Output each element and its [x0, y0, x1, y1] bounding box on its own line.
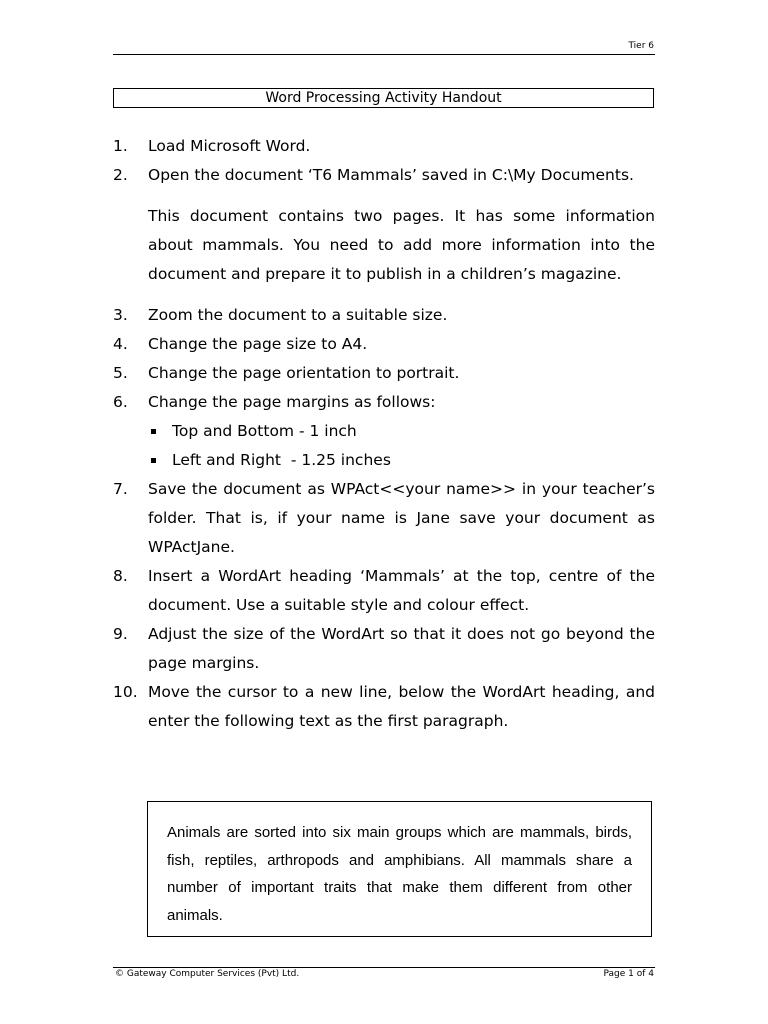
step-text: Move the cursor to a new line, below the WordArt heading, and enter the following text as the first paragraph. [148, 683, 655, 730]
step-5 [113, 359, 655, 388]
step-number: 1. [113, 137, 128, 155]
step-text: Change the page margins as follows: [148, 393, 436, 411]
step-6 [113, 388, 655, 417]
step-text: Insert a WordArt heading ‘Mammals’ at the top, centre of the document. Use a suitable style and colour effect. [148, 567, 655, 614]
footer-rule [113, 967, 655, 968]
bullet-text: Left and Right - 1.25 inches [172, 451, 391, 469]
step-number: 2. [113, 166, 128, 184]
step-10 [113, 678, 655, 736]
step-7 [113, 475, 655, 562]
step-number: 7. [113, 480, 128, 498]
instruction-list [113, 132, 655, 736]
sample-paragraph-box: Animals are sorted into six main groups which are mammals, birds, fish, reptiles, arthropods and amphibians. All mammals share a number of important traits that make them different from other animals. [147, 801, 652, 937]
step-8 [113, 562, 655, 620]
step-text: Save the document as WPAct<<your name>> in your teacher’s folder. That is, if your name is Jane save your document as WPActJane. [148, 480, 655, 556]
bullet-text: Top and Bottom - 1 inch [172, 422, 357, 440]
header-rule [113, 54, 655, 55]
square-bullet-icon [151, 429, 156, 434]
step-text: Change the page orientation to portrait. [148, 364, 460, 382]
step-4 [113, 330, 655, 359]
step-number: 3. [113, 306, 128, 324]
footer-page-number: Page 1 of 4 [603, 969, 654, 979]
step-1 [113, 132, 655, 161]
step-text: Adjust the size of the WordArt so that it does not go beyond the page margins. [148, 625, 655, 672]
step-text: Load Microsoft Word. [148, 137, 311, 155]
square-bullet-icon [151, 458, 156, 463]
handout-title: Word Processing Activity Handout [113, 88, 654, 108]
step-2-note: This document contains two pages. It has some information about mammals. You need to add more information into the document and prepare it to publish in a children’s magazine. [148, 207, 655, 283]
margin-bullet [113, 446, 655, 475]
step-text: Open the document ‘T6 Mammals’ saved in C:\My Documents. [148, 166, 634, 184]
step-2 [113, 161, 655, 190]
step-number: 4. [113, 335, 128, 353]
step-number: 10. [113, 683, 138, 701]
step-number: 5. [113, 364, 128, 382]
step-3 [113, 301, 655, 330]
step-text: Change the page size to A4. [148, 335, 368, 353]
step-text: Zoom the document to a suitable size. [148, 306, 448, 324]
margin-bullet [113, 417, 655, 446]
step-number: 8. [113, 567, 128, 585]
step-number: 9. [113, 625, 128, 643]
header-tier: Tier 6 [628, 41, 654, 51]
footer-copyright: © Gateway Computer Services (Pvt) Ltd. [115, 969, 300, 979]
step-9 [113, 620, 655, 678]
step-number: 6. [113, 393, 128, 411]
